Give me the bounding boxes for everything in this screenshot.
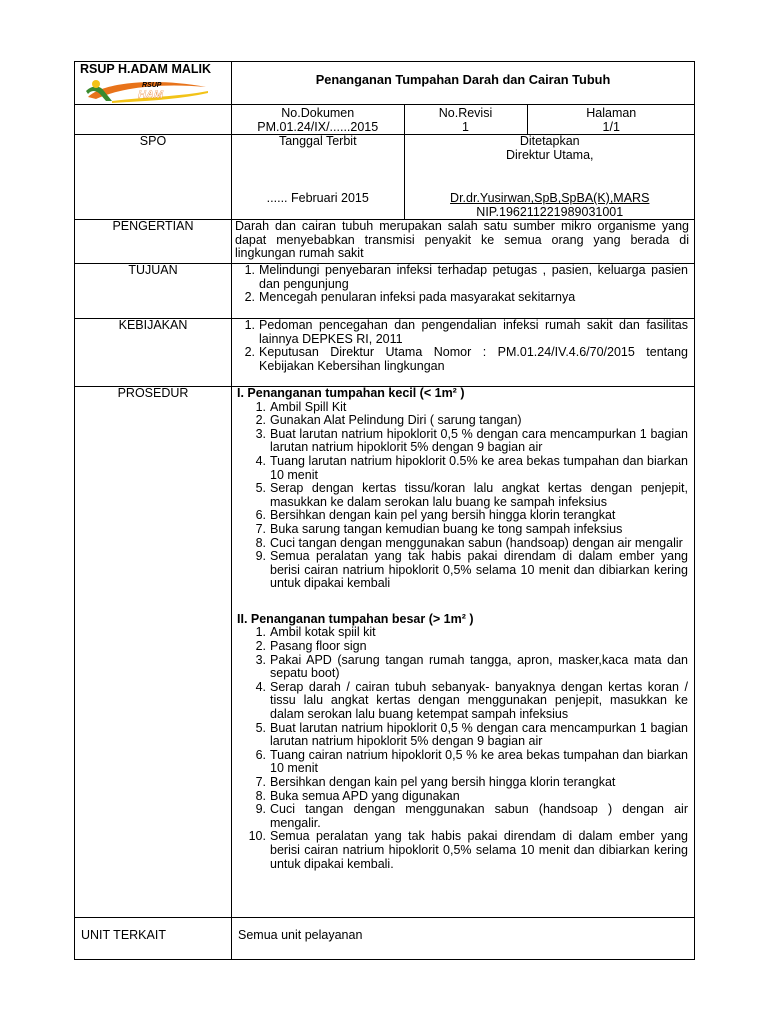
list-item: 2. Pasang floor sign	[255, 639, 367, 654]
kebijakan-row	[75, 318, 695, 386]
list-item: 1. Ambil kotak spiil kit	[255, 625, 376, 640]
list-item: 1. Ambil Spill Kit	[255, 399, 347, 414]
list-item: 2. Mencegah penularan infeksi pada masyarakat sekitarnya	[244, 290, 576, 305]
unit-terkait-label: UNIT TERKAIT	[75, 917, 232, 959]
pengertian-row	[75, 220, 695, 264]
revision	[404, 105, 527, 134]
pengertian-text: Darah dan cairan tubuh merupakan salah satu sumber mikro organisme yang dapat menyebabkan transmisi penyakit ke semua orang yang berada di lingkungan rumah sakit	[232, 220, 695, 264]
list-item: 2. Gunakan Alat Pelindung Diri ( sarung tangan)	[255, 413, 522, 428]
list-item: 9. Cuci tangan dengan menggunakan sabun (handsoap ) dengan air mengalir.	[255, 802, 688, 830]
document-title: Penanganan Tumpahan Darah dan Cairan Tubuh	[232, 62, 695, 105]
approver-block	[405, 192, 696, 219]
revision-label: No.Revisi	[438, 106, 493, 120]
prosedur-label: PROSEDUR	[75, 386, 232, 917]
list-item: 10. Semua peralatan yang tak habis pakai direndam di dalam ember yang berisi cairan natrium hipoklorit 0,5% selama 10 menit dan dibiarkan kering untuk dipakai kembali.	[248, 829, 688, 871]
list-item: 1. Pedoman pencegahan dan pengendalian infeksi rumah sakit dan fasilitas lainnya DEPKES RI, 2011	[244, 317, 688, 346]
issue-date-value: ...... Februari 2015	[266, 191, 369, 206]
issue-date-cell	[232, 135, 404, 219]
hospital-name: RSUP H.ADAM MALIK	[80, 62, 212, 76]
page-label: Halaman	[586, 106, 637, 120]
list-item: 7. Buka sarung tangan kemudian buang ke tong sampah infeksius	[255, 521, 623, 536]
revision-value: 1	[462, 119, 469, 134]
prosedur-part1-list	[232, 401, 688, 591]
doc-number	[232, 105, 404, 134]
page-value: 1/1	[602, 119, 620, 134]
prosedur-row	[75, 386, 695, 917]
list-item: 3. Buat larutan natrium hipoklorit 0,5 % dengan cara mencampurkan 1 bagian larutan natrium hipoklorit 5% dengan 9 bagian air	[255, 426, 688, 455]
list-item: 5. Buat larutan natrium hipoklorit 0,5 % dengan cara mencampurkan 1 bagian larutan natrium hipoklorit 5% dengan 9 bagian air	[255, 720, 688, 749]
unit-terkait-text: Semua unit pelayanan	[232, 917, 695, 959]
approver-nip: NIP.196211221989031001	[476, 204, 624, 219]
pengertian-label: PENGERTIAN	[75, 220, 232, 264]
tujuan-label: TUJUAN	[75, 263, 232, 318]
list-item: 6. Tuang cairan natrium hipoklorit 0,5 % ke area bekas tumpahan dan biarkan 10 menit	[255, 747, 688, 776]
kebijakan-cell	[232, 318, 695, 386]
list-item: 2. Keputusan Direktur Utama Nomor : PM.01.24/IV.4.6/70/2015 tentang Kebijakan Kebersihan lingkungan	[244, 345, 688, 373]
list-item: 1. Melindungi penyebaran infeksi terhadap petugas , pasien, keluarga pasien dan pengunjung	[244, 262, 688, 291]
doc-number-label: No.Dokumen	[281, 106, 355, 120]
doc-number-value: PM.01.24/IX/......2015	[257, 119, 379, 134]
list-item: 5. Serap dengan kertas tissu/koran lalu angkat kertas dengan penjepit, masukkan ke dalam serokan lalu buang ke sampah infeksius	[255, 481, 688, 509]
approval-cell	[404, 135, 695, 219]
approved-label: Ditetapkan	[519, 134, 580, 149]
list-item: 6. Bersihkan dengan kain pel yang bersih hingga klorin terangkat	[255, 508, 616, 523]
hospital-cell	[75, 62, 232, 105]
tujuan-cell	[232, 263, 695, 318]
hospital-cell-cont	[75, 105, 232, 135]
list-item: 4. Serap darah / cairan tubuh sebanyak- banyaknya dengan kertas koran / tissu lalu angkat kertas dengan menggunakan penjepit, masukkan ke dalam serokan lalu buang ketempat sampah infeksius	[255, 679, 688, 722]
issue-date-label: Tanggal Terbit	[278, 134, 357, 149]
approver-title: Direktur Utama,	[505, 147, 594, 162]
prosedur-part2-list	[232, 626, 688, 871]
kebijakan-label: KEBIJAKAN	[75, 318, 232, 386]
list-item: 9. Semua peralatan yang tak habis pakai direndam di dalam ember yang berisi cairan natrium hipoklorit 0,5% selama 10 menit dan dibiarkan kering untuk dipakai kembali	[255, 549, 688, 591]
section-gap	[232, 591, 688, 613]
list-item: 7. Bersihkan dengan kain pel yang bersih hingga klorin terangkat	[255, 775, 616, 789]
list-item: 8. Buka semua APD yang digunakan	[255, 788, 460, 803]
approver-name: Dr.dr.Yusirwan,SpB,SpBA(K),MARS	[450, 191, 650, 206]
doc-number-row	[75, 105, 695, 135]
prosedur-cell	[232, 386, 695, 917]
page-number	[527, 105, 695, 134]
hospital-logo-icon	[82, 77, 210, 105]
doc-meta-cell	[232, 105, 695, 135]
list-item: 3. Pakai APD (sarung tangan rumah tangga, apron, masker,kaca mata dan sepatu boot)	[255, 652, 688, 681]
header-row	[75, 62, 695, 105]
prosedur-part2-title: II. Penanganan tumpahan besar (> 1m² )	[237, 611, 474, 626]
spo-row	[75, 135, 695, 220]
tujuan-list	[232, 264, 688, 305]
issue-approval-cell	[232, 135, 695, 220]
tujuan-row	[75, 263, 695, 318]
spo-table	[74, 61, 695, 960]
unit-terkait-row	[75, 917, 695, 959]
logo-text-main: HAM	[138, 89, 164, 101]
spo-label: SPO	[75, 135, 232, 220]
list-item: 4. Tuang larutan natrium hipoklorit 0.5% ke area bekas tumpahan dan biarkan 10 menit	[255, 453, 688, 482]
prosedur-part1-title: I. Penanganan tumpahan kecil (< 1m² )	[237, 385, 465, 400]
spo-document	[74, 61, 694, 960]
logo-text-top: RSUP	[142, 82, 162, 89]
kebijakan-list	[232, 319, 688, 373]
list-item: 8. Cuci tangan dengan menggunakan sabun (handsoap) dengan air mengalir	[255, 535, 683, 550]
